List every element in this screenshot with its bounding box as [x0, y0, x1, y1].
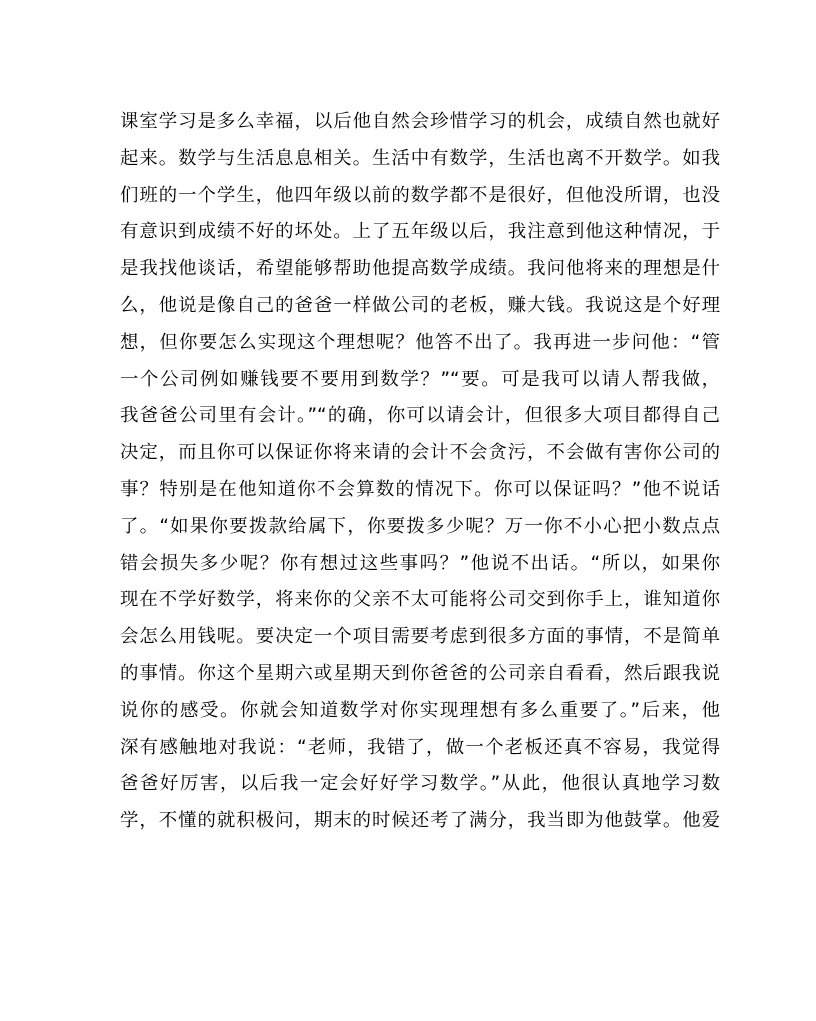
text-line: 是我找他谈话，希望能够帮助他提高数学成绩。我问他将来的理想是什	[120, 258, 720, 280]
text-line: 爸爸好厉害，以后我一定会好好学习数学。”从此，他很认真地学习数	[120, 773, 720, 795]
text-line: 现在不学好数学，将来你的父亲不太可能将公司交到你手上，谁知道你	[120, 589, 720, 611]
text-line: 课室学习是多么幸福，以后他自然会珍惜学习的机会，成绩自然也就好	[120, 111, 720, 132]
text-line: 想，但你要怎么实现这个理想呢？他答不出了。我再进一步问他：“管	[120, 331, 720, 353]
text-line: 我爸爸公司里有会计。”“的确，你可以请会计，但很多大项目都得自己	[120, 405, 720, 427]
text-line: 么，他说是像自己的爸爸一样做公司的老板，赚大钱。我说这是个好理	[120, 294, 720, 316]
text-line: 会怎么用钱呢。要决定一个项目需要考虑到很多方面的事情，不是简单	[120, 626, 720, 648]
text-line: 了。“如果你要拨款给属下，你要拨多少呢？万一你不小心把小数点点	[120, 515, 720, 537]
body-text	[120, 104, 720, 840]
text-line: 有意识到成绩不好的坏处。上了五年级以后，我注意到他这种情况，于	[120, 221, 720, 243]
text-line: 学，不懂的就积极问，期末的时候还考了满分，我当即为他鼓掌。他爱	[120, 810, 720, 832]
text-line: 起来。数学与生活息息相关。生活中有数学，生活也离不开数学。如我	[120, 147, 720, 169]
text-line: 事？特别是在他知道你不会算数的情况下。你可以保证吗？”他不说话	[120, 478, 720, 500]
text-line: 们班的一个学生，他四年级以前的数学都不是很好，但他没所谓，也没	[120, 184, 720, 206]
text-line: 决定，而且你可以保证你将来请的会计不会贪污，不会做有害你公司的	[120, 442, 720, 464]
text-line: 说你的感受。你就会知道数学对你实现理想有多么重要了。”后来，他	[120, 699, 720, 721]
text-line: 的事情。你这个星期六或星期天到你爸爸的公司亲自看看，然后跟我说	[120, 662, 720, 684]
text-line: 一个公司例如赚钱要不要用到数学？”“要。可是我可以请人帮我做，	[120, 368, 720, 390]
text-line: 深有感触地对我说：“老师，我错了，做一个老板还真不容易，我觉得	[120, 736, 720, 758]
text-line: 错会损失多少呢？你有想过这些事吗？”他说不出话。“所以，如果你	[120, 552, 720, 574]
